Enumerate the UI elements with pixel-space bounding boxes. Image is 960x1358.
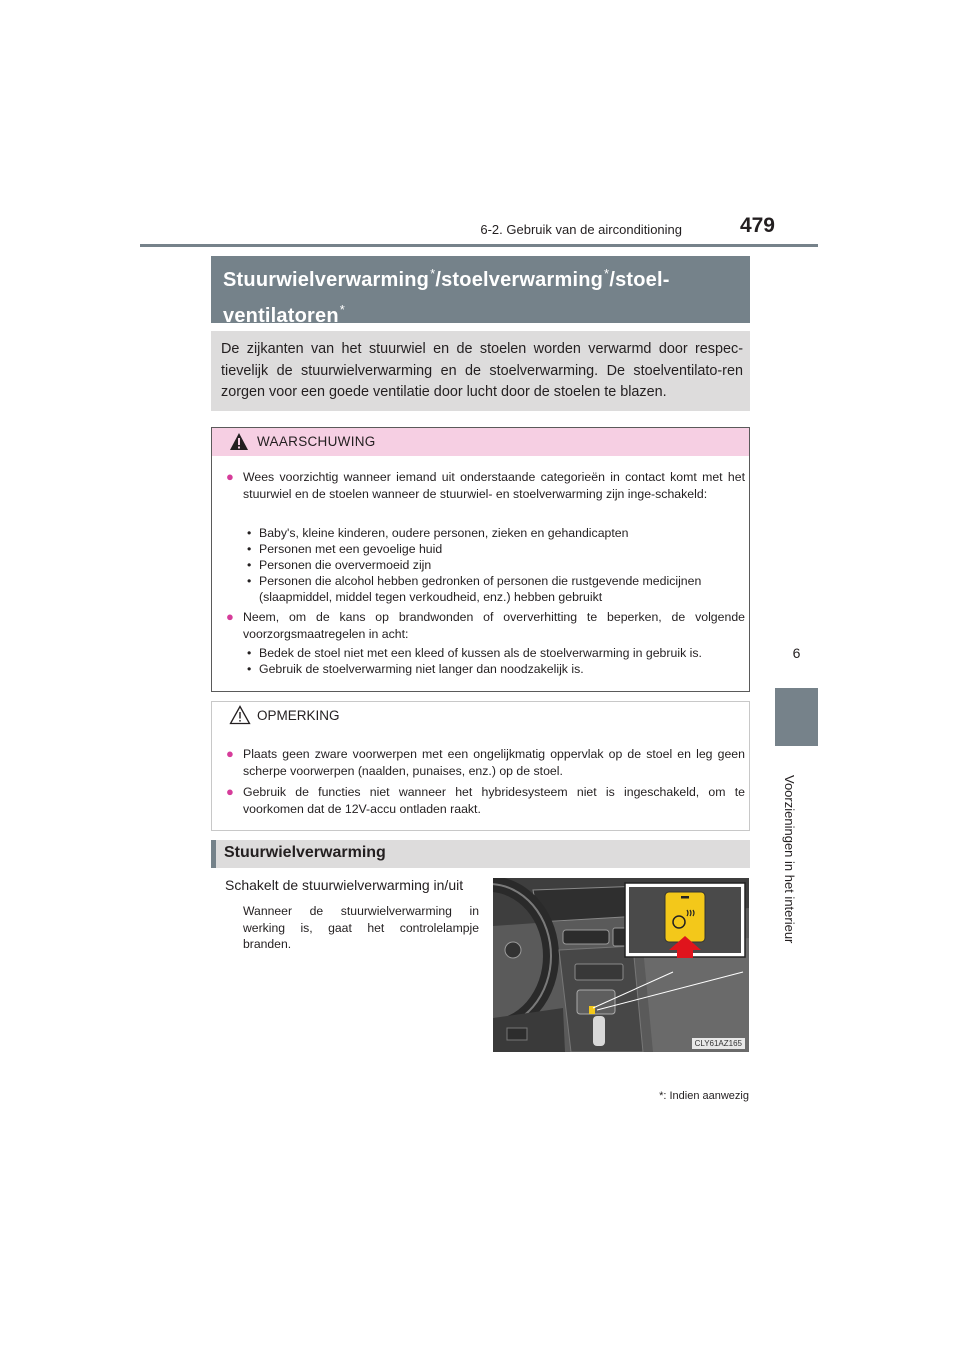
section-title-band <box>211 256 750 327</box>
warning-item <box>226 609 745 642</box>
warning-sub-item: • Bedek de stoel niet met een kleed of kussen als de stoelverwarming in gebruik is. <box>247 646 702 660</box>
warning-sub-item: • Personen die oververmoeid zijn <box>247 558 432 572</box>
bullet-icon: ● <box>226 784 234 799</box>
dashboard-illustration <box>493 878 749 1052</box>
warning-title: WAARSCHUWING <box>257 434 376 449</box>
sub-bullet-icon: • <box>247 662 252 676</box>
intro-box <box>211 331 750 411</box>
subsection-title: Stuurwielverwarming <box>224 844 386 861</box>
warning-item-text: Wees voorzichtig wanneer iemand uit onderstaande categorieën in contact komt met het stuurwiel en de stoelen wanneer de stuurwiel- en stoelverwarming zijn inge-schakeld: <box>243 470 745 501</box>
warning-box <box>211 427 750 692</box>
chapter-number: 6 <box>792 645 801 661</box>
warning-sub-item: • Gebruik de stoelverwarming niet langer dan noodzakelijk is. <box>247 662 584 676</box>
bullet-icon: ● <box>226 746 234 761</box>
indicator-description: Wanneer de stuurwielverwarming in werking is, gaat het controlelampje branden. <box>243 904 479 951</box>
warning-sub-item: • Personen met een gevoelige huid <box>247 542 443 556</box>
dashboard-drawing <box>493 878 749 1052</box>
warning-item-text: Neem, om de kans op brandwonden of oververhitting te beperken, de volgende voorzorgsmaatregelen in acht: <box>243 610 745 641</box>
function-description: Schakelt de stuurwielverwarming in/uit <box>225 877 464 893</box>
sub-bullet-icon: • <box>247 646 252 660</box>
note-item <box>226 746 745 779</box>
running-header-section: 6-2. Gebruik van de airconditioning <box>480 222 682 237</box>
note-title: OPMERKING <box>257 708 340 723</box>
chapter-title: Voorzieningen in het interieur <box>782 775 797 944</box>
warning-sub-item: • Baby's, kleine kinderen, oudere personen, zieken en gehandicapten <box>247 526 629 540</box>
warning-sub-item: • Personen die alcohol hebben gedronken of personen die rustgevende medicijnen (slaapmiddel, middel tegen verkoudheid, enz.) hebben gebruikt <box>247 574 702 604</box>
bullet-icon: ● <box>226 609 234 624</box>
sub-bullet-icon: • <box>247 526 252 540</box>
intro-text: De zijkanten van het stuurwiel en de stoelen worden verwarmd door respec-tievelijk de stuurwielverwarming en de stoelverwarming. De stoelventilato-ren zorgen voor een goede ventilatie door lucht door de stoelen te blazen. <box>221 341 743 400</box>
warning-header <box>212 428 749 456</box>
bullet-icon: ● <box>226 469 234 484</box>
note-item-text: Gebruik de functies niet wanneer het hybridesysteem niet is ingeschakeld, om te voorkomen dat de 12V-accu ontladen raakt. <box>243 785 745 816</box>
note-item <box>226 784 745 817</box>
notice-triangle-icon <box>229 705 251 725</box>
warning-triangle-icon <box>229 432 249 451</box>
subsection-accent-bar <box>211 840 216 868</box>
sub-bullet-icon: • <box>247 558 252 572</box>
sub-bullet-icon: • <box>247 542 252 556</box>
page-number: 479 <box>739 214 775 237</box>
warning-item <box>226 469 745 502</box>
figure-code: CLY61AZ165 <box>692 1038 745 1049</box>
section-title: Stuurwielverwarming*/stoelverwarming*/stoel- ventilatoren* <box>223 266 670 327</box>
sub-bullet-icon: • <box>247 574 252 588</box>
note-item-text: Plaats geen zware voorwerpen met een ongelijkmatig oppervlak op de stoel en leg geen scherpe voorwerpen (naalden, punaises, enz.) op de stoel. <box>243 747 745 778</box>
footnote: *: Indien aanwezig <box>659 1090 749 1102</box>
chapter-tab-marker <box>775 688 818 746</box>
subsection-header <box>211 840 750 868</box>
note-box <box>211 701 750 831</box>
header-rule <box>140 244 818 247</box>
